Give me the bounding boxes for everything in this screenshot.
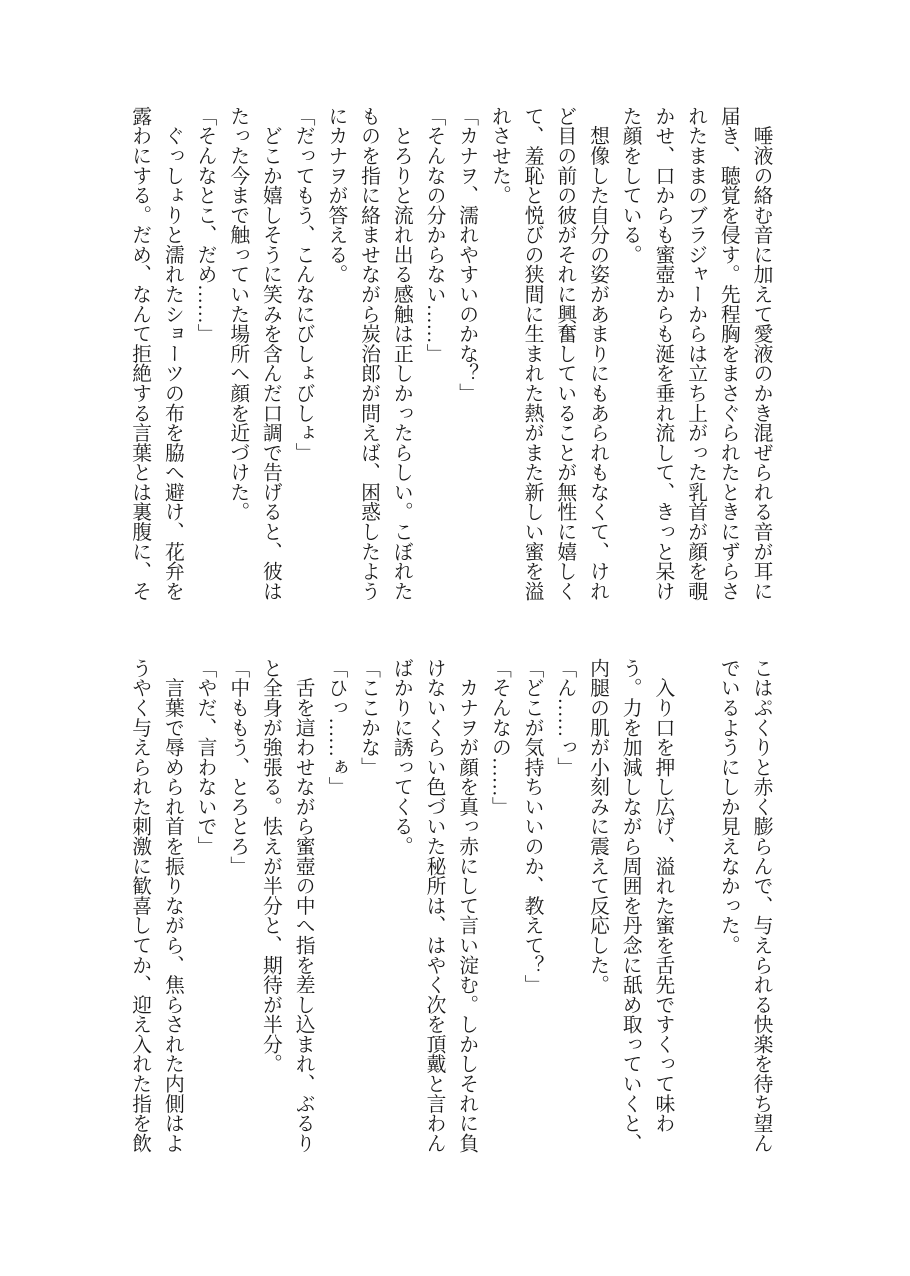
paragraph-bottom-6: カナヲが顔を真っ赤にして言い淀む。しかしそれに負けないくらい色づいた秘所は、はやく次を頂戴と言わんばかりに誘ってくる。 bbox=[390, 658, 478, 1153]
paragraph-bottom-1: こはぷくりと赤く膨らんで、与えられる快楽を待ち望んでいるようにしか見えなかった。 bbox=[717, 658, 772, 1153]
paragraph-bottom-9: 舌を這わせながら蜜壺の中へ指を差し込まれ、ぶるりと全身が強張る。怯えが半分と、期待が半分。 bbox=[259, 658, 315, 1153]
paragraph-bottom-12: 言葉で辱められ首を振りながら、焦らされた内側はようやく与えられた刺激に歓喜してか、迎え入れた指を飲 bbox=[128, 658, 184, 1153]
bottom-text-block bbox=[121, 658, 777, 1156]
paragraph-top-8-dialogue: 「そんなとこ、だめ……」 bbox=[194, 106, 217, 344]
paragraph-top-6-dialogue: 「だってもう、こんなにびしょびしょ」 bbox=[292, 106, 315, 463]
paragraph-bottom-5-dialogue: 「そんなの……」 bbox=[488, 658, 511, 817]
paragraph-bottom-7-dialogue: 「ここかな」 bbox=[357, 658, 380, 777]
paragraph-top-9: ぐっしょりと濡れたショーツの布を脇へ避け、花弁を露わにする。だめ、なんて拒絶する言葉とは裏腹に、そ bbox=[128, 106, 184, 601]
paragraph-top-1: 唾液の絡む音に加えて愛液のかき混ぜられる音が耳に届き、聴覚を侵す。先程胸をまさぐられたときにずらされたままのブラジャーからは立ち上がった乳首が顔を覗かせ、口からも蜜壺からも涎を垂れ流して、きっと呆けた顔をしている。 bbox=[619, 106, 772, 601]
paragraph-top-5: とろりと流れ出る感触は正しかったらしい。こぼれたものを指に絡ませながら炭治郎が問えば、困惑したようにカナヲが答える。 bbox=[324, 106, 413, 601]
paragraph-top-3-dialogue: 「カナヲ、濡れやすいのかな？」 bbox=[455, 106, 478, 403]
paragraph-bottom-4-dialogue: 「どこが気持ちいいのか、教えて？」 bbox=[521, 658, 544, 995]
paragraph-bottom-11-dialogue: 「やだ、言わないで」 bbox=[194, 658, 217, 856]
paragraph-top-7: どこか嬉しそうに笑みを含んだ口調で告げると、彼はたった今まで触っていた場所へ顔を近づけた。 bbox=[226, 106, 282, 601]
paragraph-bottom-10-dialogue: 「中ももう、とろとろ」 bbox=[226, 658, 249, 876]
paragraph-bottom-8-dialogue: 「ひっ……ぁ」 bbox=[324, 658, 347, 797]
paragraph-bottom-2: 入り口を押し広げ、溢れた蜜を舌先ですくって味わう。力を加減しながら周囲を丹念に舐め取っていくと、内腿の肌が小刻みに震えて反応した。 bbox=[586, 658, 674, 1153]
paragraph-top-4-dialogue: 「そんなの分からない……」 bbox=[422, 106, 445, 364]
paragraph-bottom-3-dialogue: 「ん……っ」 bbox=[553, 658, 576, 777]
top-text-block bbox=[121, 106, 777, 604]
paragraph-top-2: 想像した自分の姿があまりにもあられもなくて、けれど目の前の彼がそれに興奮していることが無性に嬉しくて、羞恥と悦びの狭間に生まれた熱がまた新しい蜜を溢れさせた。 bbox=[488, 106, 609, 601]
paragraph-bottom-blank-line bbox=[679, 658, 712, 1156]
